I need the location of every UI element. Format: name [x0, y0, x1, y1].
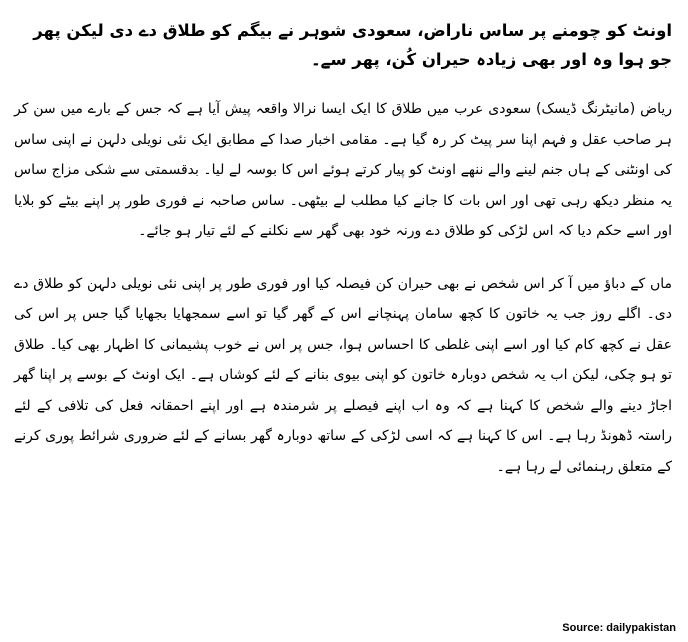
article-paragraph-1: ریاض (مانیٹرنگ ڈیسک) سعودی عرب میں طلاق کا ایک ایسا نرالا واقعہ پیش آیا ہے کہ جس کے بارے میں سن کر ہر صاحب عقل و فہم اپنا سر پیٹ کر رہ گیا ہے۔ مقامی اخبار صدا کے مطابق ایک نئی نویلی دلہن نے اپنی ساس کی اونٹنی کے ہاں جنم لینے والے ننھے اونٹ کو پیار کرتے ہوئے اس کا بوسہ لے لیا۔ بدقسمتی سے شکی مزاج ساس یہ منظر دیکھ رہی تھی اور اس بات کا جانے کیا مطلب لے بیٹھی۔ ساس صاحبہ نے فوری طور پر اپنے بیٹے کو بلایا اور اسے حکم دیا کہ اس لڑکی کو طلاق دے ورنہ خود بھی گھر سے نکلنے کے لئے تیار ہو جائے۔ [14, 101, 672, 239]
article [14, 16, 672, 504]
article-headline: اونٹ کو چومنے پر ساس ناراض، سعودی شوہر نے بیگم کو طلاق دے دی لیکن پھر جو ہوا وہ اور بھی زیادہ حیران کُن، پھر سے۔ [33, 21, 672, 69]
article-paragraph-2: ماں کے دباؤ میں آ کر اس شخص نے بھی حیران کن فیصلہ کیا اور فوری طور پر اپنی نئی نویلی دلہن کو طلاق دے دی۔ اگلے روز جب یہ خاتون کا کچھ سامان پہنچانے اس کے گھر گیا تو اسے سمجھایا بجھایا گیا جس پر اس کی عقل نے کچھ کام کیا اور اسے اپنی غلطی کا احساس ہوا، جس پر اس نے خوب پشیمانی کا اظہار بھی کیا۔ طلاق تو ہو چکی، لیکن اب یہ شخص دوبارہ خاتون کو اپنی بیوی بنانے کے لئے کوشاں ہے۔ ایک اونٹ کے بوسے پر اپنا گھر اجاڑ دینے والے شخص کا کہنا ہے کہ وہ اب اپنے فیصلے پر شرمندہ ہے اور اپنے احمقانہ فعل کی تلافی کے لئے راستہ ڈھونڈ رہا ہے۔ اس کا کہنا ہے کہ اسی لڑکی کے ساتھ دوبارہ گھر بسانے کے لئے ضروری شرائط پوری کرنے کے متعلق رہنمائی لے رہا ہے۔ [14, 275, 673, 475]
source-credit: Source: dailypakistan [562, 622, 676, 634]
